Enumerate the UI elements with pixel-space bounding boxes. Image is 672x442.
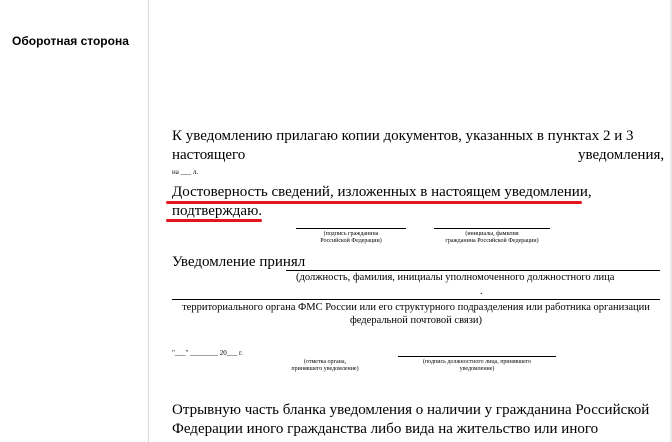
official-signature-line <box>398 356 556 357</box>
official-caption-1: (подпись должностного лица, принявшего <box>422 359 532 365</box>
para1-line2-right: уведомления, <box>578 147 665 163</box>
confirm-line2: подтверждаю. <box>172 203 263 219</box>
sidebar-divider <box>148 0 149 442</box>
date-line: "___" ________ 20___ г. <box>172 349 243 357</box>
signature-line-citizen <box>296 228 406 229</box>
sig1-caption-1: (подпись гражданина <box>323 231 379 237</box>
accepted-line <box>286 270 660 271</box>
signature-line-name <box>434 228 550 229</box>
confirm-line1: Достоверность сведений, изложенных в настоящем уведомлении, <box>172 184 592 200</box>
mark-caption-1: (отметка органа, <box>303 359 347 365</box>
org-line1: территориального органа ФМС России или его структурного подразделения или работника организации <box>182 302 650 313</box>
sig2-caption-1: (инициалы, фамилия <box>465 231 519 237</box>
sidebar <box>0 0 148 442</box>
sig1-caption-2: Российской Федерации) <box>320 238 382 244</box>
org-line <box>172 299 660 300</box>
red-underline-2 <box>166 219 262 222</box>
accepted-caption: (должность, фамилия, инициалы уполномоченного должностного лица <box>296 272 615 283</box>
sig2-caption-2: гражданина Российской Федерации) <box>445 238 539 244</box>
sidebar-label: Оборотная сторона <box>12 34 129 48</box>
official-caption-2: уведомление) <box>459 366 495 372</box>
para1-line2-left: настоящего <box>172 147 246 163</box>
dot-mark: . <box>480 286 483 297</box>
bottom-line2: Федерации иного гражданства либо вида на жительство или иного <box>172 421 599 437</box>
accepted-label: Уведомление принял <box>172 254 306 270</box>
para1-line3: на ___ л. <box>172 168 199 176</box>
bottom-line1: Отрывную часть бланка уведомления о наличии у гражданина Российской <box>172 402 650 418</box>
org-line2: федеральной почтовой связи) <box>349 315 482 326</box>
para1-line1: К уведомлению прилагаю копии документов, указанных в пунктах 2 и 3 <box>172 128 634 144</box>
mark-caption-2: принявшего уведомление) <box>291 366 359 372</box>
